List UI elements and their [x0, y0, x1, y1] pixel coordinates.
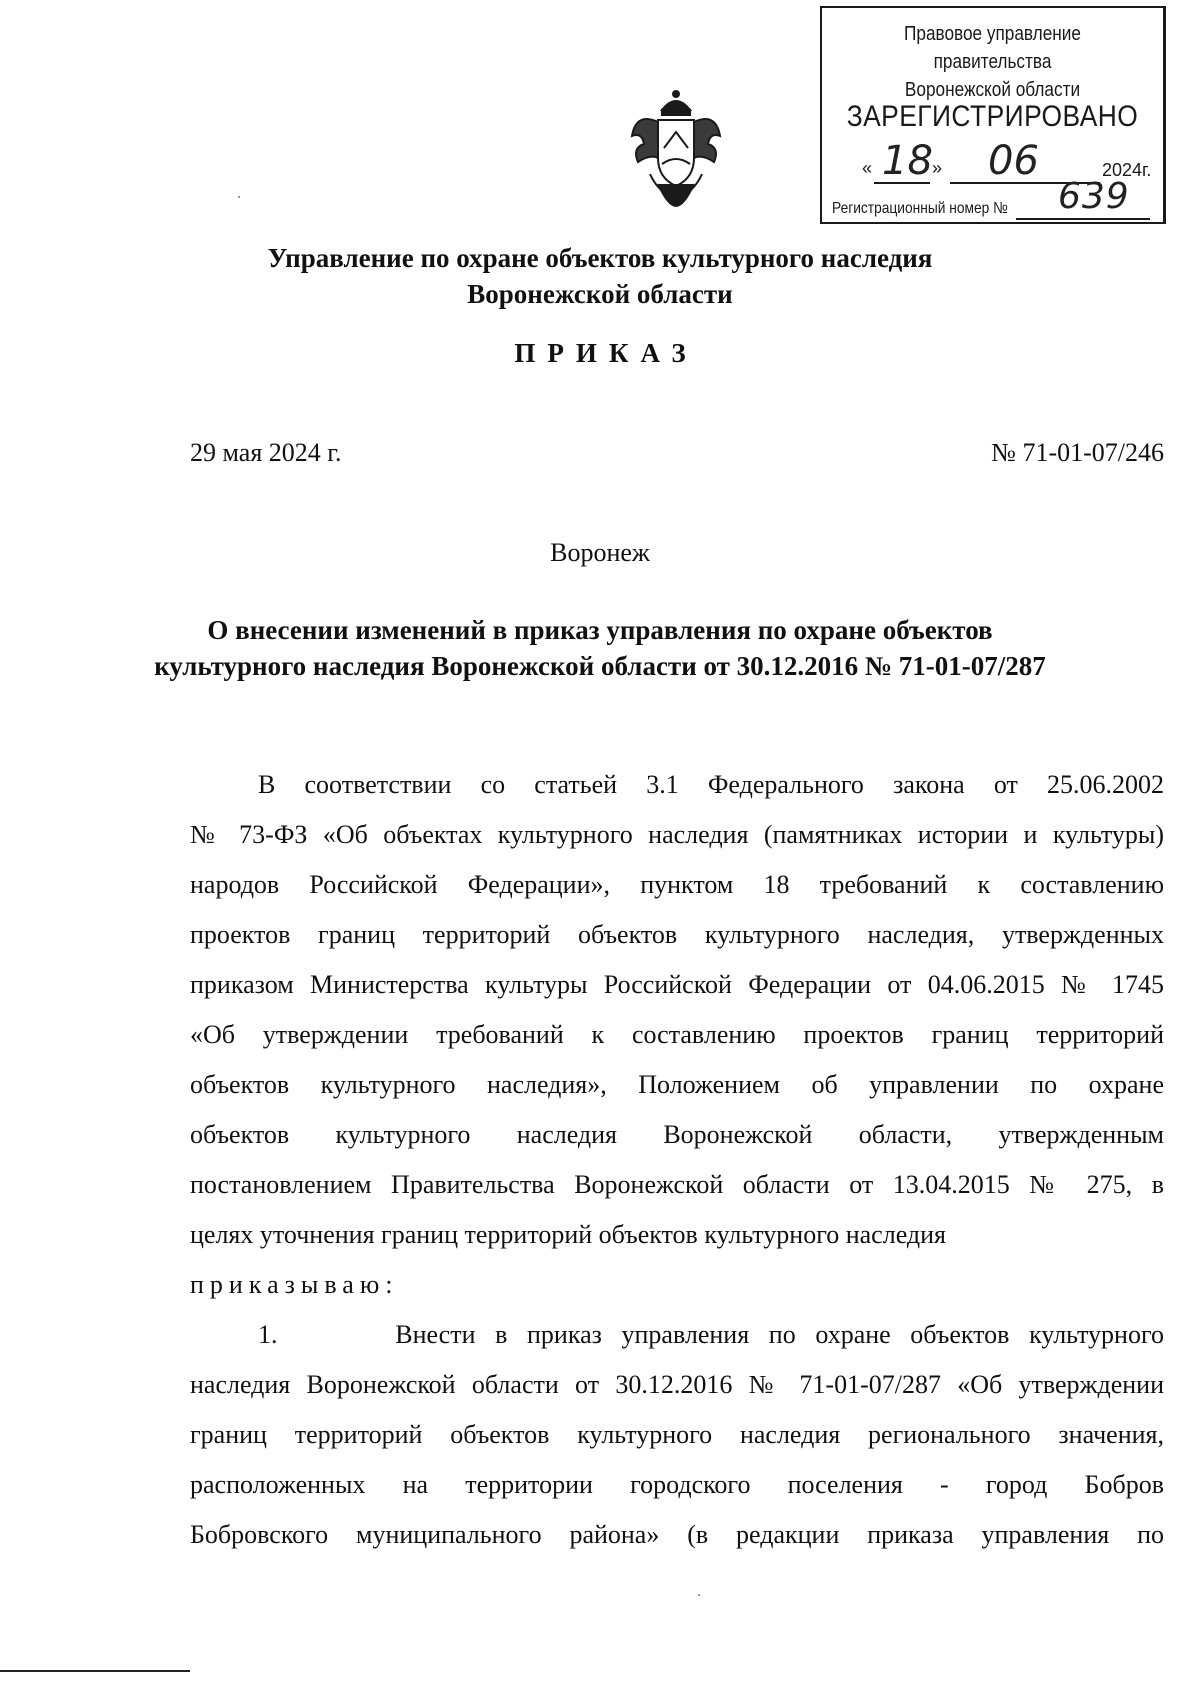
body-line: объектов культурного наследия», Положением об управлении по охране	[190, 1070, 1164, 1099]
subject-line2: культурного наследия Воронежской области от 30.12.2016 № 71-01-07/287	[154, 651, 1046, 681]
order-directive-word: приказываю:	[190, 1270, 399, 1299]
body-line: объектов культурного наследия Воронежской области, утвержденным	[190, 1120, 1164, 1149]
stamp-day: 18	[882, 138, 933, 184]
stamp-regnum-underline	[1016, 218, 1150, 220]
stamp-day-underline	[874, 182, 930, 184]
footer-rule	[0, 1670, 190, 1672]
stamp-registered-label: ЗАРЕГИСТРИРОВАНО	[846, 100, 1139, 133]
body-line: «Об утверждении требований к составлению проектов границ территорий	[190, 1020, 1164, 1049]
document-number: № 71-01-07/246	[991, 438, 1164, 467]
coat-of-arms-icon	[628, 88, 724, 208]
body-line: Бобровского муниципального района» (в редакции приказа управления по	[190, 1520, 1164, 1549]
body-line: приказом Министерства культуры Российской Федерации от 04.06.2015 № 1745	[190, 970, 1164, 999]
stamp-regnum-value: 639	[1058, 176, 1130, 217]
document-subject	[0, 612, 1200, 684]
stamp-org-line1: Правовое управление правительства	[904, 23, 1081, 73]
body-line: проектов границ территорий объектов культурного наследия, утвержденных	[190, 920, 1164, 949]
stamp-year: 2024г.	[1102, 160, 1152, 180]
scan-speck	[238, 196, 240, 198]
body-line: расположенных на территории городского поселения - город Бобров	[190, 1470, 1164, 1499]
stamp-quote-open: «	[862, 158, 873, 178]
body-line: В соответствии со статьей 3.1 Федерального закона от 25.06.2002	[258, 770, 1164, 799]
body-line: наследия Воронежской области от 30.12.2016 № 71-01-07/287 «Об утверждении	[190, 1370, 1164, 1399]
document-city: Воронеж	[550, 538, 650, 567]
body-line: постановлением Правительства Воронежской области от 13.04.2015 № 275, в	[190, 1170, 1164, 1199]
body-line: целях уточнения границ территорий объектов культурного наследия	[190, 1220, 946, 1249]
stamp-organization	[846, 20, 1139, 104]
agency-title	[0, 240, 1200, 312]
stamp-month: 06	[988, 138, 1039, 184]
body-line: народов Российской Федерации», пунктом 18 требований к составлению	[190, 870, 1164, 899]
agency-title-line2: Воронежской области	[467, 279, 733, 309]
body-line: 1. Внести в приказ управления по охране объектов культурного	[258, 1320, 1164, 1349]
document-type-title: ПРИКАЗ	[514, 338, 698, 368]
subject-line1: О внесении изменений в приказ управления по охране объектов	[207, 615, 993, 645]
body-line: границ территорий объектов культурного наследия регионального значения,	[190, 1420, 1164, 1449]
document-body	[190, 760, 1164, 1560]
stamp-regnum-row	[830, 176, 1151, 222]
body-line: № 73-ФЗ «Об объектах культурного наследия (памятниках истории и культуры)	[190, 820, 1164, 849]
document-date: 29 мая 2024 г.	[190, 438, 342, 467]
stamp-regnum-label: Регистрационный номер №	[832, 200, 1008, 217]
registration-stamp	[820, 6, 1166, 224]
stamp-org-line2: Воронежской области	[904, 79, 1081, 101]
scan-speck	[698, 1594, 700, 1596]
agency-title-line1: Управление по охране объектов культурного наследия	[267, 243, 933, 273]
stamp-quote-close: »	[932, 158, 943, 178]
